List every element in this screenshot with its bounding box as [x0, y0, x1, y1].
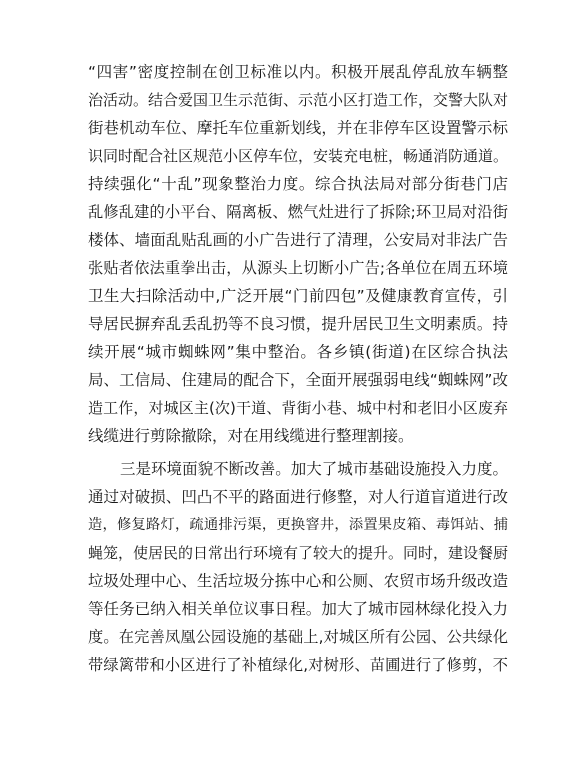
paragraph-2-line-2: 通过对破损、凹凸不平的路面进行修整，对人行道盲道进行改 [88, 488, 508, 506]
paragraph-1-line-13: 造工作，对城区主(次)干道、背街小巷、城中村和老旧小区废弃 [88, 399, 508, 417]
paragraph-2-line-6: 等任务已纳入相关单位议事日程。加大了城市园林绿化投入力 [88, 600, 508, 618]
paragraph-1-line-3: 街巷机动车位、摩托车位重新划线，并在非停车区设置警示标 [88, 119, 508, 137]
paragraph-1-line-8: 张贴者依法重拳出击，从源头上切断小广告;各单位在周五环境 [88, 259, 508, 277]
paragraph-1-line-4: 识同时配合社区规范小区停车位，安装充电桩，畅通消防通道。 [88, 147, 509, 165]
paragraph-2-line-8: 带绿篱带和小区进行了补植绿化,对树形、苗圃进行了修剪，不 [88, 656, 508, 674]
paragraph-1-line-12: 局、工信局、住建局的配合下，全面开展强弱电线“蜘蛛网”改 [88, 371, 508, 389]
paragraph-2-line-5: 垃圾处理中心、生活垃圾分拣中心和公厕、农贸市场升级改造 [88, 572, 508, 590]
paragraph-2-line-1: 三是环境面貌不断改善。加大了城市基础设施投入力度。 [120, 460, 508, 478]
paragraph-1-line-7: 楼体、墙面乱贴乱画的小广告进行了清理，公安局对非法广告 [88, 231, 508, 249]
paragraph-1-line-10: 导居民摒弃乱丢乱扔等不良习惯，提升居民卫生文明素质。持 [88, 315, 508, 333]
paragraph-1-line-6: 乱修乱建的小平台、隔离板、燃气灶进行了拆除;环卫局对沿街 [88, 203, 508, 221]
paragraph-1-line-11: 续开展“城市蜘蛛网”集中整治。各乡镇(街道)在区综合执法 [88, 343, 508, 361]
paragraph-2-line-3: 造，修复路灯，疏通排污渠，更换窨井，添置果皮箱、毒饵站、捕 [88, 517, 508, 533]
paragraph-1-line-2: 治活动。结合爱国卫生示范街、示范小区打造工作，交警大队对 [88, 91, 509, 109]
paragraph-1-line-5: 持续强化“十乱”现象整治力度。综合执法局对部分街巷门店 [88, 175, 508, 193]
paragraph-1-line-9: 卫生大扫除活动中,广泛开展“门前四包”及健康教育宣传，引 [88, 287, 508, 305]
paragraph-2-line-7: 度。在完善凤凰公园设施的基础上,对城区所有公园、公共绿化 [88, 628, 508, 646]
paragraph-2-line-4: 蝇笼，使居民的日常出行环境有了较大的提升。同时，建设餐厨 [88, 544, 509, 562]
paragraph-1-line-14: 线缆进行剪除撤除，对在用线缆进行整理割接。 [88, 427, 414, 445]
paragraph-1-line-1: “四害”密度控制在创卫标准以内。积极开展乱停乱放车辆整 [88, 63, 508, 81]
